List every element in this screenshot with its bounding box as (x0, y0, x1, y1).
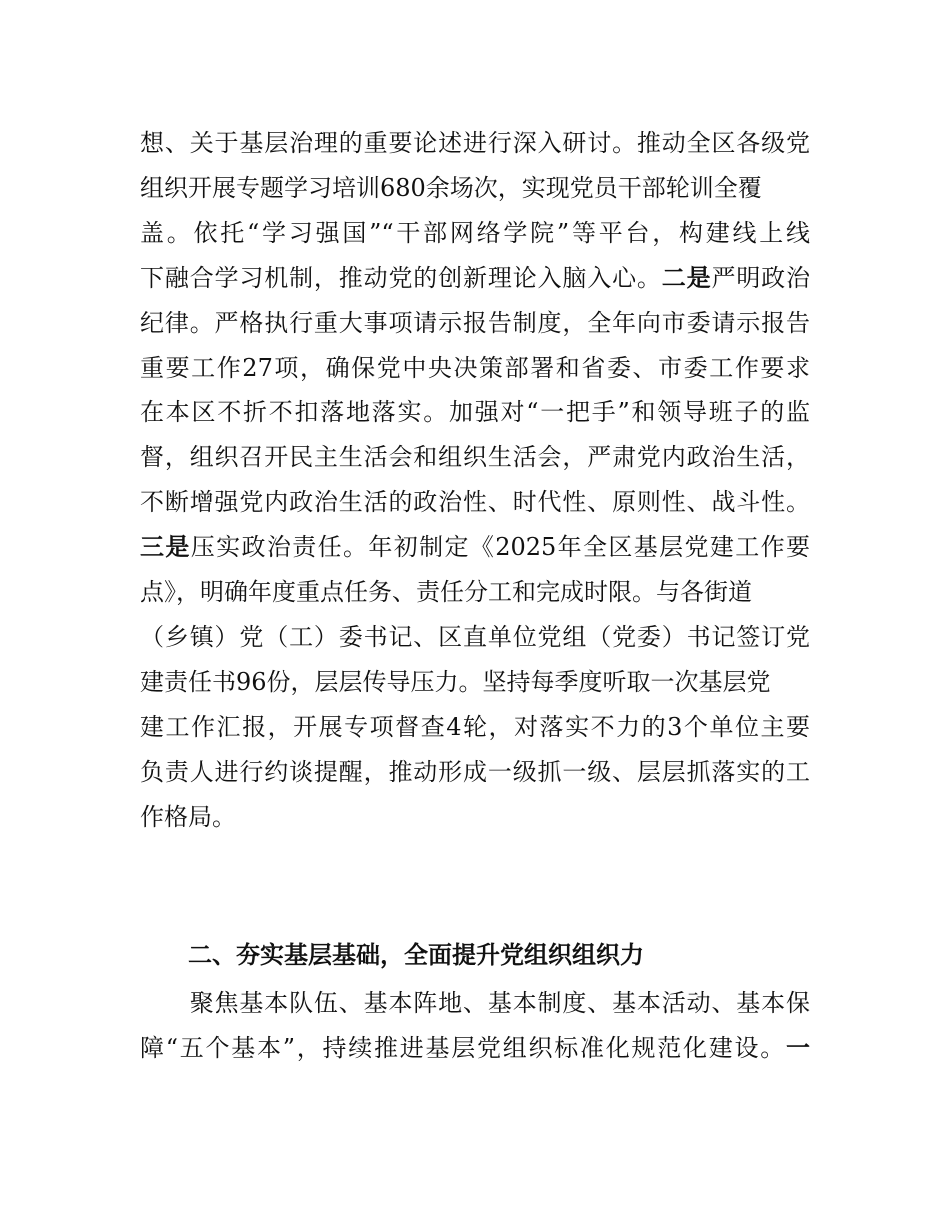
text-run: 作格局。 (140, 802, 236, 831)
text-run: 严明政治 (711, 263, 811, 292)
text-line (140, 981, 810, 1026)
text-line (140, 435, 810, 480)
text-run: 组织开展专题学习培训680余场次，实现党员干部轮训全覆 (140, 173, 762, 202)
text-run: 想、关于基层治理的重要论述进行深入研讨。推动全区各级党 (140, 129, 810, 157)
text-run: 负责人进行约谈提醒，推动形成一级抓一级、层层抓落实的工 (140, 757, 810, 786)
text-run: 障“五个基本”，持续推进基层党组织标准化规范化建设。 (140, 1034, 786, 1062)
text-line (140, 525, 810, 570)
text-run: 盖。依托“学习强国”“干部网络学院”等平台，构建线上线 (140, 218, 810, 247)
text-run: 点》，明确年度重点任务、责任分工和完成时限。与各街道 (140, 578, 752, 606)
text-line (140, 390, 810, 435)
text-line (140, 1026, 810, 1071)
text-line (140, 301, 810, 346)
text-run: 督，组织召开民主生活会和组织生活会，严肃党内政治生活， (140, 443, 810, 472)
text-line (140, 570, 810, 615)
text-line (140, 750, 810, 795)
text-run: 在本区不折不扣落地落实。加强对“一把手”和领导班子的监 (140, 398, 810, 427)
text-run: 建责任书96份，层层传导压力。坚持每季度听取一次基层党 (140, 667, 771, 696)
text-run: 聚焦基本队伍、基本阵地、基本制度、基本活动、基本保 (140, 989, 810, 1017)
text-run: 下融合学习机制，推动党的创新理论入脑入心。 (140, 263, 662, 292)
text-line (140, 705, 810, 750)
text-run: 建工作汇报，开展专项督查4轮，对落实不力的3个单位主要 (140, 712, 810, 741)
text-line (140, 795, 810, 840)
text-line (140, 660, 810, 705)
text-line (140, 615, 810, 660)
text-run: 压实政治责任。年初制定《2025年全区基层党建工作要 (190, 533, 811, 562)
text-line (140, 166, 810, 211)
text-run: 纪律。严格执行重大事项请示报告制度，全年向市委请示报告 (140, 308, 810, 337)
text-line (140, 211, 810, 256)
text-run: 重要工作27项，确保党中央决策部署和省委、市委工作要求 (140, 353, 810, 382)
text-line (140, 256, 810, 301)
text-run: （乡镇）党（工）委书记、区直单位党组（党委）书记签订党 (140, 622, 810, 651)
bold-lead-text: 一 (786, 1034, 810, 1062)
bold-lead-text: 三是 (140, 533, 191, 562)
bold-lead-text: 二是 (661, 263, 712, 292)
text-run: 不断增强党内政治生活的政治性、时代性、原则性、战斗性。 (140, 488, 810, 517)
text-line (140, 121, 810, 166)
section-heading: 二、夯实基层基础，全面提升党组织组织力 (188, 941, 644, 969)
text-line (140, 480, 810, 525)
text-line (140, 346, 810, 391)
